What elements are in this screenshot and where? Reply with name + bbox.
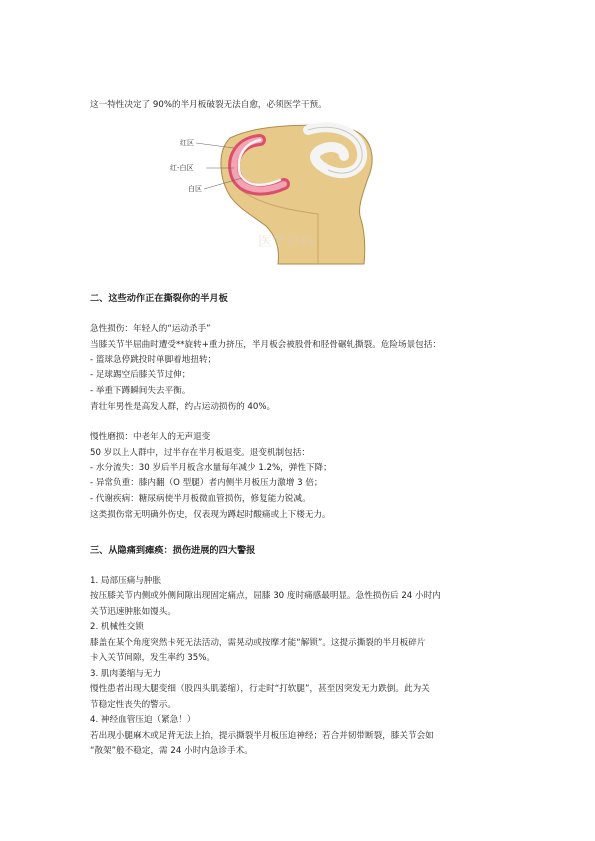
alert-4-title: 4. 神经血管压迫（紧急！） [90,715,196,725]
list-item: - 异常负重：膝内翻（O 型腿）者内侧半月板压力激增 3 倍； [90,478,323,488]
chronic-desc: 50 岁以上人群中，过半存在半月板退变。退变机制包括： [90,448,310,458]
list-item: - 水分流失：30 岁后半月板含水量每年减少 1.2%，弹性下降； [90,463,332,473]
chronic-note: 这类损伤常无明确外伤史，仅表现为蹲起时酸痛或上下楼无力。 [90,510,331,520]
zone-label-red-white: 红-白区 [170,164,194,172]
alert-2-title: 2. 机械性交锁 [90,622,144,632]
alert-3-line: 节稳定性丧失的警示。 [90,700,176,710]
chronic-title: 慢性磨损：中老年人的无声退变 [90,432,211,442]
list-item: - 篮球急停跳投时单脚着地扭转； [90,355,217,365]
list-item: - 足球踢空后膝关节过伸； [90,370,191,380]
alert-1-title: 1. 局部压痛与肿胀 [90,576,162,586]
acute-title: 急性损伤：年轻人的“运动杀手” [90,324,211,334]
alert-4-line: 若出现小腿麻木或足背无法上抬，提示撕裂半月板压迫神经；若合并韧带断裂，膝关节会如 [90,731,434,741]
zone-label-white: 白区 [188,185,202,193]
alert-3-title: 3. 肌肉萎缩与无力 [90,669,162,679]
list-item: - 举重下蹲瞬间失去平衡。 [90,386,191,396]
alert-1-line: 关节迅速肿胀如馒头。 [90,607,176,617]
intro-text: 这一特性决定了 90%的半月板破裂无法自愈，必须医学干预。 [90,100,327,110]
zone-label-red: 红区 [180,139,194,147]
watermark: 医学百科 [258,234,314,250]
alert-1-line: 按压膝关节内侧或外侧间隙出现固定痛点，屈膝 30 度时痛感最明显。急性损伤后 24 小时内 [90,591,441,601]
acute-desc: 当膝关节半屈曲时遭受**旋转+重力挤压，半月板会被股骨和胫骨碾轧撕裂。危险场景包括： [90,340,441,350]
section2-heading: 二、这些动作正在撕裂你的半月板 [90,293,228,304]
alert-2-line: 膝盖在某个角度突然卡死无法活动，需晃动或按摩才能“解锁”。这提示撕裂的半月板碎片 [90,638,426,648]
list-item: - 代谢疾病：糖尿病使半月板微血管损伤，修复能力锐减。 [90,494,311,504]
alert-4-line: “散架”般不稳定，需 24 小时内急诊手术。 [90,746,253,756]
meniscus-diagram [168,118,378,268]
acute-note: 青壮年男性是高发人群，约占运动损伤的 40%。 [90,402,276,412]
alert-3-line: 慢性患者出现大腿变细（股四头肌萎缩），行走时“打软腿”，甚至因突发无力跌倒。此为关 [90,684,430,694]
section3-heading: 三、从隐痛到瘫痪：损伤进展的四大警报 [90,545,256,556]
alert-2-line: 卡入关节间隙，发生率约 35%。 [90,653,215,663]
meniscus-illustration [168,118,378,268]
